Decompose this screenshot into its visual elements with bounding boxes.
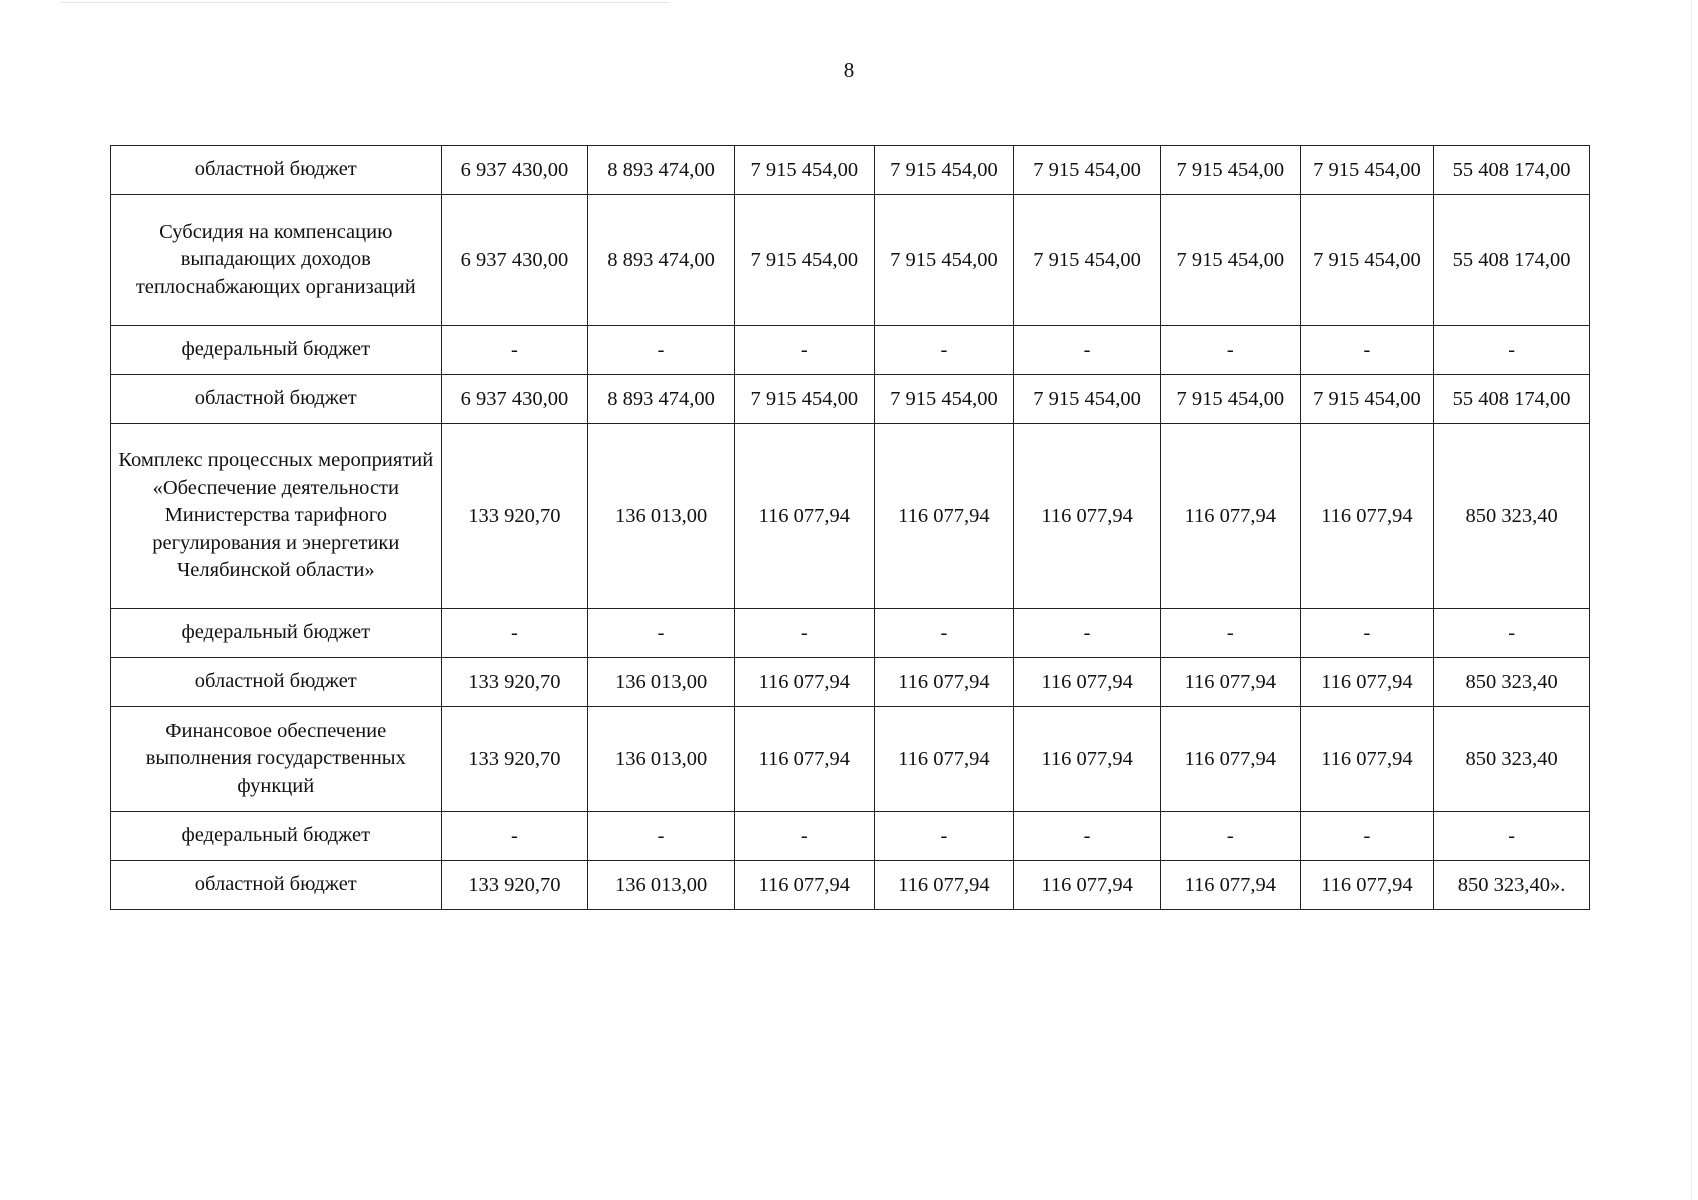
table-cell-total: - <box>1434 609 1590 658</box>
table-cell: 136 013,00 <box>588 707 735 812</box>
table-cell: - <box>1300 609 1434 658</box>
table-cell-total: 850 323,40». <box>1434 861 1590 910</box>
table-cell: - <box>734 326 874 375</box>
table-cell: 7 915 454,00 <box>874 146 1014 195</box>
table-cell: 7 915 454,00 <box>1160 146 1300 195</box>
row-label: областной бюджет <box>111 861 442 910</box>
table-cell: - <box>1160 326 1300 375</box>
table-cell: - <box>1014 609 1161 658</box>
table-cell: 116 077,94 <box>874 658 1014 707</box>
row-label: Финансовое обеспечение выполнения государственных функций <box>111 707 442 812</box>
table-cell: 136 013,00 <box>588 861 735 910</box>
table-row <box>111 195 1590 326</box>
table-cell-total: 55 408 174,00 <box>1434 375 1590 424</box>
table-cell: - <box>1160 812 1300 861</box>
table-cell: - <box>734 812 874 861</box>
table-cell: - <box>734 609 874 658</box>
row-label: Субсидия на компенсацию выпадающих доходов теплоснабжающих организаций <box>111 195 442 326</box>
table-cell: 116 077,94 <box>1160 707 1300 812</box>
row-label: федеральный бюджет <box>111 812 442 861</box>
table-cell: 133 920,70 <box>441 707 588 812</box>
table-cell: 7 915 454,00 <box>734 375 874 424</box>
table-cell: 116 077,94 <box>1160 658 1300 707</box>
table-cell-total: - <box>1434 812 1590 861</box>
table-cell: 133 920,70 <box>441 658 588 707</box>
scan-edge-line <box>1691 0 1692 1200</box>
row-label: Комплекс процессных мероприятий «Обеспечение деятельности Министерства тарифного регулирования и энергетики Челябинской области» <box>111 424 442 609</box>
table-cell: - <box>1300 326 1434 375</box>
table-cell: 7 915 454,00 <box>734 146 874 195</box>
table-cell: 116 077,94 <box>1014 861 1161 910</box>
table-cell: 6 937 430,00 <box>441 146 588 195</box>
table-cell: 136 013,00 <box>588 658 735 707</box>
table-cell: 116 077,94 <box>734 861 874 910</box>
table-cell: - <box>441 609 588 658</box>
table-cell-total: 850 323,40 <box>1434 707 1590 812</box>
table-cell: - <box>1300 812 1434 861</box>
table-cell-total: 55 408 174,00 <box>1434 195 1590 326</box>
table-row <box>111 146 1590 195</box>
table-cell: 116 077,94 <box>874 861 1014 910</box>
table-cell: 116 077,94 <box>874 424 1014 609</box>
table-cell: - <box>1014 812 1161 861</box>
table-cell: 116 077,94 <box>874 707 1014 812</box>
table-cell: 116 077,94 <box>1014 424 1161 609</box>
table-cell: 116 077,94 <box>1014 707 1161 812</box>
table-cell: - <box>441 812 588 861</box>
table-cell: - <box>874 812 1014 861</box>
table-row <box>111 861 1590 910</box>
table-cell: 116 077,94 <box>1014 658 1161 707</box>
scan-artifact-line <box>60 2 670 3</box>
table-cell: 7 915 454,00 <box>1300 146 1434 195</box>
table-cell: 7 915 454,00 <box>1014 146 1161 195</box>
table-cell: 7 915 454,00 <box>1300 195 1434 326</box>
table-row <box>111 375 1590 424</box>
table-cell: 8 893 474,00 <box>588 146 735 195</box>
row-label: областной бюджет <box>111 658 442 707</box>
table-row <box>111 424 1590 609</box>
table-cell: 116 077,94 <box>1300 424 1434 609</box>
table-cell: 133 920,70 <box>441 861 588 910</box>
table-row <box>111 609 1590 658</box>
table-cell: 7 915 454,00 <box>734 195 874 326</box>
table-cell-total: 55 408 174,00 <box>1434 146 1590 195</box>
table-cell: 116 077,94 <box>1300 861 1434 910</box>
table-cell: - <box>1160 609 1300 658</box>
page-number: 8 <box>843 58 855 82</box>
row-label: федеральный бюджет <box>111 326 442 375</box>
table-cell: 7 915 454,00 <box>1300 375 1434 424</box>
table-cell: 7 915 454,00 <box>874 375 1014 424</box>
table-row <box>111 812 1590 861</box>
table-cell: 6 937 430,00 <box>441 195 588 326</box>
table-cell: 116 077,94 <box>734 707 874 812</box>
table-cell: 116 077,94 <box>1160 861 1300 910</box>
table-cell-total: 850 323,40 <box>1434 424 1590 609</box>
table-cell: 133 920,70 <box>441 424 588 609</box>
row-label: областной бюджет <box>111 375 442 424</box>
table-cell: 136 013,00 <box>588 424 735 609</box>
table-cell: - <box>588 326 735 375</box>
table-cell: 8 893 474,00 <box>588 195 735 326</box>
table-cell: - <box>874 326 1014 375</box>
table-cell: 8 893 474,00 <box>588 375 735 424</box>
table-cell: 7 915 454,00 <box>1160 375 1300 424</box>
table-cell: - <box>441 326 588 375</box>
table-cell: - <box>588 609 735 658</box>
table-cell: 7 915 454,00 <box>1014 375 1161 424</box>
table-cell-total: - <box>1434 326 1590 375</box>
table-cell: - <box>874 609 1014 658</box>
table-cell: 7 915 454,00 <box>1014 195 1161 326</box>
table-cell: 116 077,94 <box>1160 424 1300 609</box>
table-row <box>111 326 1590 375</box>
table-row <box>111 707 1590 812</box>
table-cell: 6 937 430,00 <box>441 375 588 424</box>
budget-table <box>110 145 1590 910</box>
table-cell: - <box>588 812 735 861</box>
table-cell: 116 077,94 <box>1300 707 1434 812</box>
table-cell: 7 915 454,00 <box>874 195 1014 326</box>
table-cell: 116 077,94 <box>734 424 874 609</box>
table-row <box>111 658 1590 707</box>
table-cell: 116 077,94 <box>734 658 874 707</box>
table-cell: - <box>1014 326 1161 375</box>
table-cell: 116 077,94 <box>1300 658 1434 707</box>
row-label: областной бюджет <box>111 146 442 195</box>
table-cell: 7 915 454,00 <box>1160 195 1300 326</box>
table-cell-total: 850 323,40 <box>1434 658 1590 707</box>
row-label: федеральный бюджет <box>111 609 442 658</box>
